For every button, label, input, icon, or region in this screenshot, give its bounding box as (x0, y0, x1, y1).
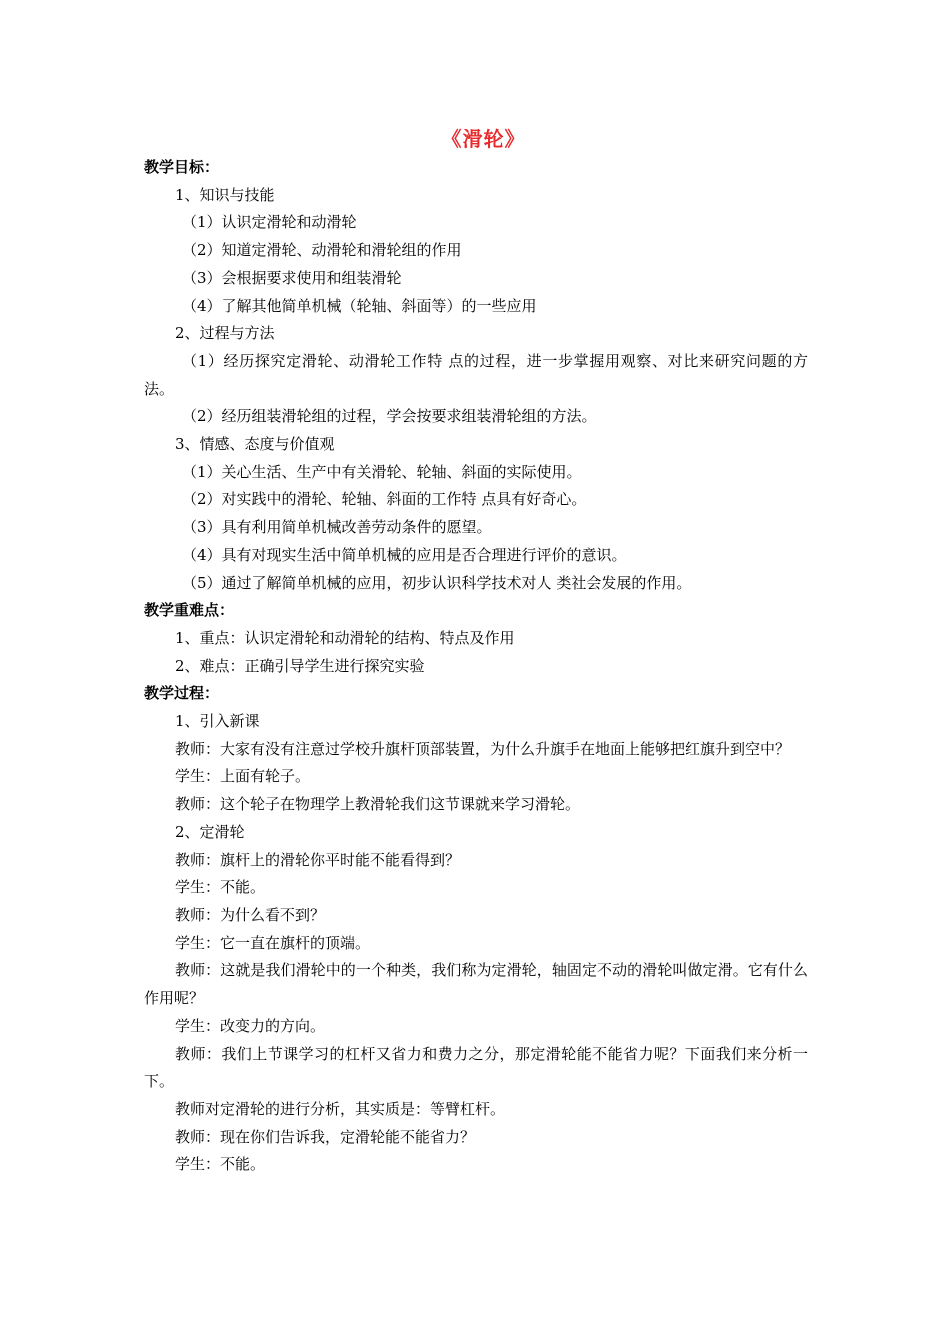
process-line: 教师：大家有没有注意过学校升旗杆顶部装置，为什么升旗手在地面上能够把红旗升到空中？ (175, 739, 791, 758)
document-title: 《滑轮》 (441, 127, 526, 151)
objectives-heading: 教学目标： (144, 158, 220, 176)
key-point-item: 2、难点：正确引导学生进行探究实验 (175, 656, 425, 675)
process-line: 教师：为什么看不到？ (175, 905, 326, 924)
process-line: 学生：不能。 (175, 1155, 266, 1174)
process-line: 教师对定滑轮的进行分析，其实质是：等臂杠杆。 (175, 1099, 506, 1118)
objective-item: （1）关心生活、生产中有关滑轮、轮轴、斜面的实际使用。 (182, 462, 582, 481)
objectives-section-3-label: 3、情感、态度与价值观 (175, 435, 335, 454)
process-line: 教师：这个轮子在物理学上教滑轮我们这节课就来学习滑轮。 (175, 795, 581, 814)
process-line: 1、引入新课 (175, 712, 260, 731)
process-heading: 教学过程： (144, 684, 220, 703)
objective-item: （2）对实践中的滑轮、轮轴、斜面的工作特 点具有好奇心。 (182, 490, 587, 509)
objective-item: （2）经历组装滑轮组的过程，学会按要求组装滑轮组的方法。 (182, 407, 597, 426)
process-line: 学生：它一直在旗杆的顶端。 (175, 933, 371, 952)
objective-item: （4）了解其他简单机械（轮轴、斜面等）的一些应用 (182, 296, 537, 315)
objective-item: （3）会根据要求使用和组装滑轮 (182, 268, 402, 287)
process-line: 教师：这就是我们滑轮中的一个种类，我们称为定滑轮，轴固定不动的滑轮叫做定滑。它有什么作用呢？ (144, 961, 808, 1008)
objectives-section-2-label: 2、过程与方法 (175, 324, 275, 343)
key-points-heading: 教学重难点： (144, 601, 235, 620)
process-line: 学生：不能。 (175, 878, 266, 897)
objective-item: （5）通过了解简单机械的应用，初步认识科学技术对人 类社会发展的作用。 (182, 573, 692, 592)
process-line: 2、定滑轮 (175, 822, 245, 841)
objective-item: （4）具有对现实生活中简单机械的应用是否合理进行评价的意识。 (182, 545, 627, 564)
process-line: 学生：改变力的方向。 (175, 1016, 326, 1035)
process-line: 教师：旗杆上的滑轮你平时能不能看得到？ (175, 850, 461, 869)
objective-item: （3）具有利用简单机械改善劳动条件的愿望。 (182, 518, 492, 537)
process-line: 教师：我们上节课学习的杠杆又省力和费力之分，那定滑轮能不能省力呢？下面我们来分析一下。 (144, 1044, 808, 1091)
key-point-item: 1、重点：认识定滑轮和动滑轮的结构、特点及作用 (175, 628, 515, 647)
process-line: 教师：现在你们告诉我，定滑轮能不能省力？ (175, 1127, 476, 1146)
objective-item: （1）经历探究定滑轮、动滑轮工作特 点的过程，进一步掌握用观察、对比来研究问题的方法。 (144, 351, 808, 398)
objective-item: （1）认识定滑轮和动滑轮 (182, 213, 357, 232)
objective-item: （2）知道定滑轮、动滑轮和滑轮组的作用 (182, 241, 462, 260)
objectives-section-1-label: 1、知识与技能 (175, 185, 275, 204)
process-line: 学生：上面有轮子。 (175, 767, 311, 786)
document-body (144, 154, 808, 1179)
